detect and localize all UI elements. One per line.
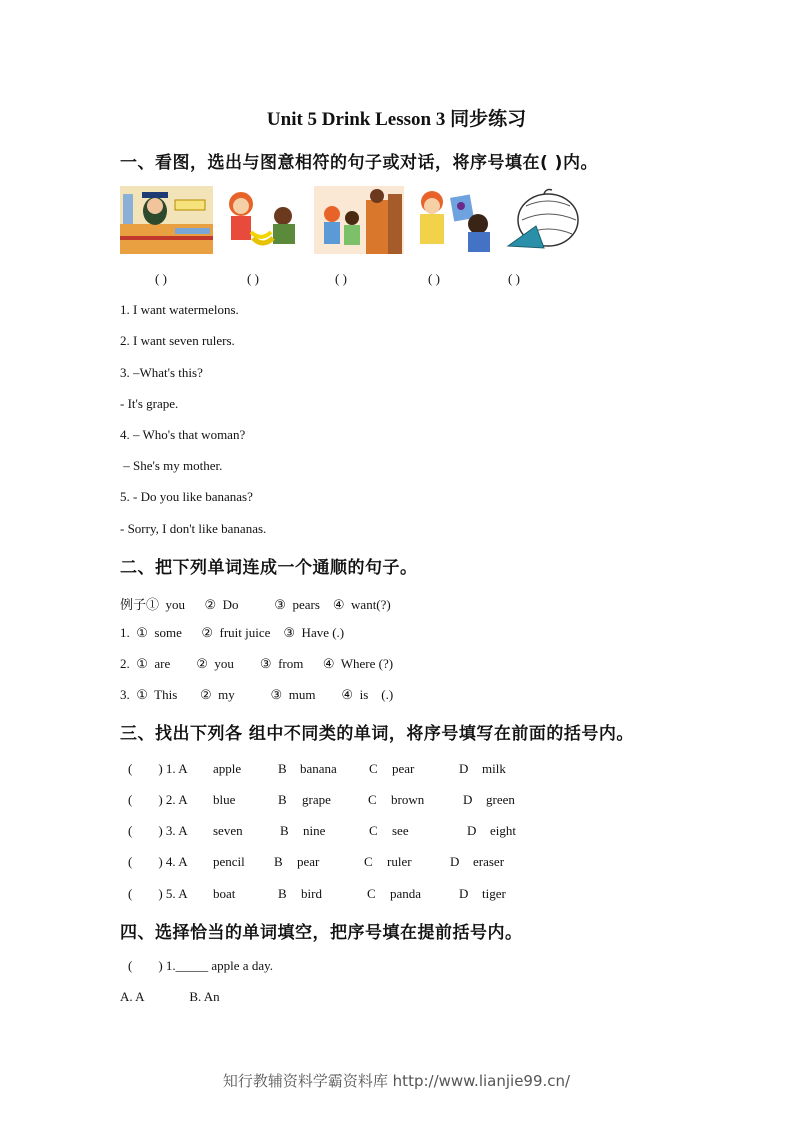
option-b-letter: B bbox=[278, 886, 287, 901]
option-b: nine bbox=[303, 823, 326, 838]
option-c: see bbox=[392, 823, 409, 838]
word-order-2: 2. ① are ② you ③ from ④ Where (?) bbox=[120, 656, 394, 671]
sentence-4: 4. – Who's that woman? bbox=[120, 427, 246, 442]
picture-watermelon bbox=[506, 186, 582, 254]
word-order-1: 1. ① some ② fruit juice ③ Have (.) bbox=[120, 625, 345, 640]
option-b-letter: B bbox=[278, 761, 287, 776]
question-number[interactable]: ( ) 1. A bbox=[128, 761, 188, 776]
option-c-letter: C bbox=[364, 854, 373, 869]
option-c: pear bbox=[392, 761, 415, 776]
answer-bracket-4[interactable]: ( ) bbox=[428, 271, 440, 286]
footer-watermark: 知行教辅资料学霸资料库 http://www.lianjie99.cn/ bbox=[222, 1072, 571, 1090]
option-c-letter: C bbox=[367, 886, 376, 901]
answer-bracket-1[interactable]: ( ) bbox=[155, 271, 167, 286]
option-a: seven bbox=[213, 823, 243, 838]
option-c: panda bbox=[390, 886, 422, 901]
option-d: eight bbox=[490, 823, 516, 838]
option-d-letter: D bbox=[459, 761, 469, 776]
fill-blank-question-1[interactable]: ( ) 1._____ apple a day. bbox=[128, 958, 274, 973]
fill-blank-options: A. A B. An bbox=[120, 989, 220, 1004]
option-b-letter: B bbox=[278, 792, 287, 807]
sentence-2: 2. I want seven rulers. bbox=[120, 333, 235, 348]
sentence-4-reply: – She's my mother. bbox=[120, 458, 223, 473]
picture-mother bbox=[314, 186, 404, 254]
option-a: pencil bbox=[213, 854, 245, 869]
option-d: milk bbox=[482, 761, 506, 776]
option-d: tiger bbox=[482, 886, 506, 901]
example-line: 例子① you ② Do ③ pears ④ want(?) bbox=[120, 597, 391, 612]
option-d: green bbox=[486, 792, 515, 807]
section-1-heading: 一、看图，选出与图意相符的句子或对话，将序号填在( )内。 bbox=[120, 153, 598, 173]
picture-rulers bbox=[120, 186, 213, 254]
option-b: banana bbox=[300, 761, 337, 776]
option-c: brown bbox=[391, 792, 425, 807]
section-4-heading: 四、选择恰当的单词填空，把序号填在提前括号内。 bbox=[120, 923, 523, 943]
option-b-letter: B bbox=[280, 823, 289, 838]
sentence-1: 1. I want watermelons. bbox=[120, 302, 239, 317]
answer-bracket-2[interactable]: ( ) bbox=[247, 271, 259, 286]
option-b-letter: B bbox=[274, 854, 283, 869]
word-order-3: 3. ① This ② my ③ mum ④ is (.) bbox=[120, 687, 394, 702]
section-3-heading: 三、找出下列各 组中不同类的单词，将序号填写在前面的括号内。 bbox=[120, 724, 634, 744]
answer-bracket-3[interactable]: ( ) bbox=[335, 271, 347, 286]
sentence-5-reply: - Sorry, I don't like bananas. bbox=[120, 521, 267, 536]
option-c-letter: C bbox=[369, 761, 378, 776]
option-c: ruler bbox=[387, 854, 412, 869]
sentence-3-reply: - It's grape. bbox=[120, 396, 179, 411]
picture-bananas bbox=[221, 186, 308, 254]
section-2-heading: 二、把下列单词连成一个通顺的句子。 bbox=[120, 558, 418, 578]
sentence-3: 3. –What's this? bbox=[120, 365, 203, 380]
option-c-letter: C bbox=[368, 792, 377, 807]
option-d-letter: D bbox=[450, 854, 460, 869]
option-c-letter: C bbox=[369, 823, 378, 838]
option-d: eraser bbox=[473, 854, 505, 869]
question-number[interactable]: ( ) 2. A bbox=[128, 792, 188, 807]
option-d-letter: D bbox=[459, 886, 469, 901]
option-b: grape bbox=[302, 792, 331, 807]
option-a: apple bbox=[213, 761, 242, 776]
answer-bracket-5[interactable]: ( ) bbox=[508, 271, 520, 286]
sentence-5: 5. - Do you like bananas? bbox=[120, 489, 253, 504]
option-d-letter: D bbox=[467, 823, 477, 838]
question-number[interactable]: ( ) 5. A bbox=[128, 886, 188, 901]
question-number[interactable]: ( ) 4. A bbox=[128, 854, 188, 869]
option-b: pear bbox=[297, 854, 320, 869]
option-a: boat bbox=[213, 886, 236, 901]
page-title: Unit 5 Drink Lesson 3 同步练习 bbox=[266, 109, 527, 130]
option-a: blue bbox=[213, 792, 236, 807]
picture-grape bbox=[410, 186, 498, 254]
option-d-letter: D bbox=[463, 792, 473, 807]
option-b: bird bbox=[301, 886, 322, 901]
question-number[interactable]: ( ) 3. A bbox=[128, 823, 188, 838]
